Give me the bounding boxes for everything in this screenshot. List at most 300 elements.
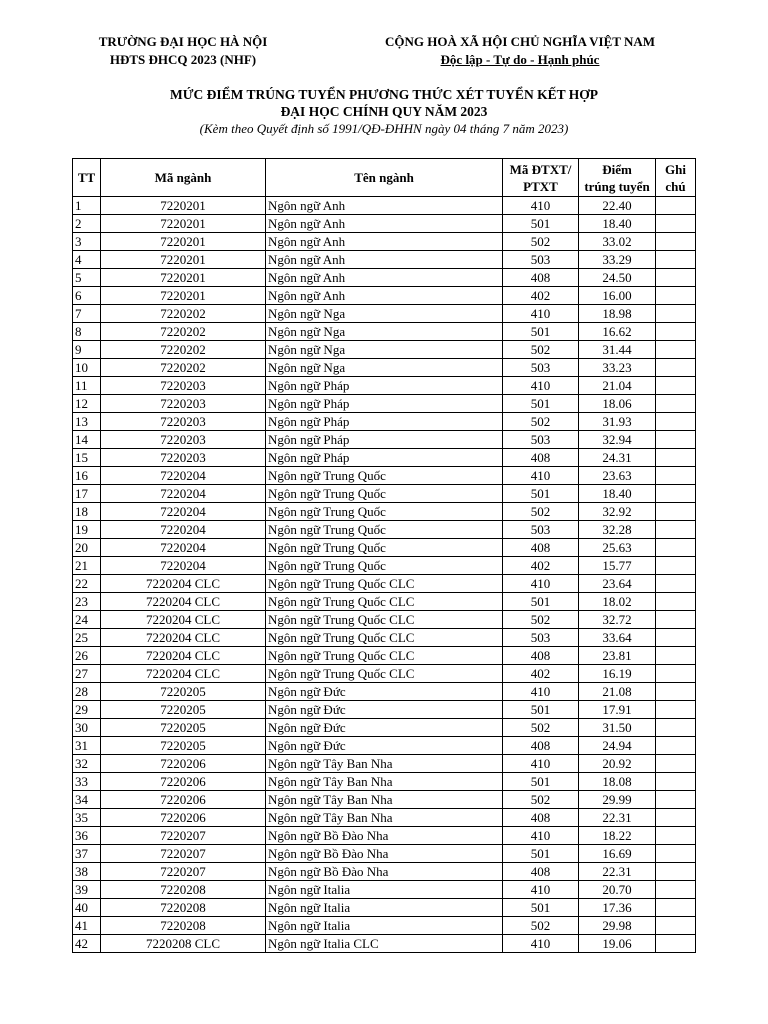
row-ten-nganh: Ngôn ngữ Trung Quốc [266,485,503,503]
row-ma-dtxt: 501 [503,323,579,341]
header-diem [579,159,656,197]
header-ma-dtxt-line1: Mã ĐTXT/ [509,161,572,177]
row-ghi-chu [656,827,696,845]
row-ma-nganh: 7220206 [101,809,266,827]
row-ma-nganh: 7220204 CLC [101,575,266,593]
row-ma-dtxt: 502 [503,233,579,251]
row-ma-nganh: 7220206 [101,791,266,809]
row-ma-dtxt: 410 [503,881,579,899]
row-ghi-chu [656,593,696,611]
row-ma-dtxt: 410 [503,197,579,215]
row-ghi-chu [656,413,696,431]
row-ma-nganh: 7220206 [101,773,266,791]
row-diem: 31.44 [579,341,656,359]
row-ten-nganh: Ngôn ngữ Anh [266,287,503,305]
row-ma-dtxt: 408 [503,647,579,665]
table-row [73,341,696,359]
row-ten-nganh: Ngôn ngữ Pháp [266,449,503,467]
row-ghi-chu [656,359,696,377]
row-ma-nganh: 7220208 [101,881,266,899]
row-ghi-chu [656,917,696,935]
row-ghi-chu [656,395,696,413]
row-ten-nganh: Ngôn ngữ Nga [266,359,503,377]
row-ghi-chu [656,755,696,773]
row-tt: 16 [73,467,101,485]
row-tt: 9 [73,341,101,359]
table-row [73,521,696,539]
document-titles [0,86,768,137]
row-tt: 3 [73,233,101,251]
row-tt: 1 [73,197,101,215]
row-ma-dtxt: 402 [503,665,579,683]
document-subtitle: ĐẠI HỌC CHÍNH QUY NĂM 2023 [280,104,488,119]
row-tt: 7 [73,305,101,323]
row-ma-nganh: 7220208 CLC [101,935,266,953]
header-ma-dtxt [503,159,579,197]
table-row [73,773,696,791]
table-row [73,647,696,665]
row-tt: 25 [73,629,101,647]
row-diem: 29.99 [579,791,656,809]
row-ten-nganh: Ngôn ngữ Trung Quốc [266,539,503,557]
row-ghi-chu [656,701,696,719]
table-row [73,575,696,593]
table-row [73,719,696,737]
row-ma-dtxt: 410 [503,305,579,323]
table-row [73,665,696,683]
row-ma-dtxt: 402 [503,287,579,305]
row-ma-nganh: 7220204 [101,539,266,557]
row-ma-nganh: 7220201 [101,233,266,251]
row-ma-nganh: 7220206 [101,755,266,773]
row-diem: 16.62 [579,323,656,341]
row-tt: 22 [73,575,101,593]
header-diem-line1: Điểm [602,161,632,177]
row-ten-nganh: Ngôn ngữ Nga [266,341,503,359]
row-diem: 22.31 [579,863,656,881]
row-ma-dtxt: 410 [503,377,579,395]
row-ma-dtxt: 408 [503,863,579,881]
table-row [73,611,696,629]
row-ghi-chu [656,305,696,323]
row-ma-nganh: 7220205 [101,737,266,755]
row-ma-dtxt: 501 [503,215,579,233]
table-row [73,323,696,341]
row-ma-dtxt: 408 [503,269,579,287]
table-row [73,863,696,881]
row-ma-dtxt: 501 [503,593,579,611]
row-tt: 19 [73,521,101,539]
row-ten-nganh: Ngôn ngữ Pháp [266,377,503,395]
row-ghi-chu [656,377,696,395]
table-row [73,359,696,377]
table-row [73,251,696,269]
row-ma-dtxt: 501 [503,899,579,917]
row-diem: 17.91 [579,701,656,719]
row-ten-nganh: Ngôn ngữ Italia [266,917,503,935]
header-ghi-line1: Ghi [665,161,686,177]
row-tt: 42 [73,935,101,953]
row-ten-nganh: Ngôn ngữ Đức [266,701,503,719]
table-row [73,503,696,521]
row-ghi-chu [656,341,696,359]
row-diem: 18.40 [579,485,656,503]
row-ten-nganh: Ngôn ngữ Nga [266,305,503,323]
row-diem: 32.28 [579,521,656,539]
row-ma-nganh: 7220203 [101,413,266,431]
row-ma-nganh: 7220203 [101,377,266,395]
table-row [73,539,696,557]
row-diem: 25.63 [579,539,656,557]
row-ma-dtxt: 502 [503,791,579,809]
table-row [73,485,696,503]
row-ma-dtxt: 410 [503,755,579,773]
row-tt: 37 [73,845,101,863]
row-diem: 21.08 [579,683,656,701]
row-ghi-chu [656,647,696,665]
table-row [73,845,696,863]
table-row [73,449,696,467]
row-ghi-chu [656,251,696,269]
row-ma-nganh: 7220202 [101,341,266,359]
row-ma-nganh: 7220208 [101,899,266,917]
row-ma-dtxt: 501 [503,701,579,719]
row-diem: 32.94 [579,431,656,449]
row-ten-nganh: Ngôn ngữ Pháp [266,431,503,449]
row-ma-nganh: 7220201 [101,269,266,287]
row-diem: 15.77 [579,557,656,575]
row-ghi-chu [656,323,696,341]
row-ma-nganh: 7220207 [101,827,266,845]
table-row [73,809,696,827]
row-ma-nganh: 7220202 [101,359,266,377]
row-diem: 23.63 [579,467,656,485]
row-diem: 20.70 [579,881,656,899]
row-ten-nganh: Ngôn ngữ Anh [266,233,503,251]
row-ten-nganh: Ngôn ngữ Nga [266,323,503,341]
row-ten-nganh: Ngôn ngữ Đức [266,719,503,737]
row-tt: 40 [73,899,101,917]
row-ma-dtxt: 503 [503,629,579,647]
row-ma-dtxt: 410 [503,935,579,953]
table-row [73,881,696,899]
row-diem: 22.31 [579,809,656,827]
row-tt: 10 [73,359,101,377]
row-ghi-chu [656,611,696,629]
row-ma-dtxt: 502 [503,341,579,359]
row-ma-nganh: 7220204 CLC [101,611,266,629]
row-ghi-chu [656,485,696,503]
row-ma-dtxt: 501 [503,845,579,863]
row-tt: 13 [73,413,101,431]
row-tt: 21 [73,557,101,575]
row-ma-dtxt: 502 [503,917,579,935]
table-row [73,755,696,773]
row-ten-nganh: Ngôn ngữ Anh [266,269,503,287]
row-ghi-chu [656,521,696,539]
row-diem: 32.92 [579,503,656,521]
row-ma-nganh: 7220205 [101,719,266,737]
row-ma-nganh: 7220204 CLC [101,629,266,647]
national-title: CỘNG HOÀ XÃ HỘI CHỦ NGHĨA VIỆT NAM [384,34,656,49]
row-ghi-chu [656,665,696,683]
row-ma-nganh: 7220207 [101,845,266,863]
row-diem: 31.50 [579,719,656,737]
row-ma-dtxt: 408 [503,737,579,755]
row-tt: 41 [73,917,101,935]
row-diem: 32.72 [579,611,656,629]
row-ghi-chu [656,899,696,917]
row-ghi-chu [656,431,696,449]
row-diem: 18.02 [579,593,656,611]
row-ma-nganh: 7220201 [101,215,266,233]
row-ten-nganh: Ngôn ngữ Trung Quốc CLC [266,647,503,665]
row-tt: 12 [73,395,101,413]
table-row [73,899,696,917]
row-ten-nganh: Ngôn ngữ Anh [266,197,503,215]
header-ghi-line2: chú [665,178,686,194]
row-ma-nganh: 7220201 [101,251,266,269]
row-diem: 24.31 [579,449,656,467]
row-tt: 36 [73,827,101,845]
row-ten-nganh: Ngôn ngữ Bồ Đào Nha [266,863,503,881]
table-row [73,413,696,431]
table-row [73,737,696,755]
row-ghi-chu [656,683,696,701]
row-ma-dtxt: 410 [503,467,579,485]
row-ghi-chu [656,539,696,557]
row-ghi-chu [656,881,696,899]
row-ma-nganh: 7220204 CLC [101,665,266,683]
row-ghi-chu [656,809,696,827]
national-header [300,33,740,69]
table-row [73,827,696,845]
row-ten-nganh: Ngôn ngữ Trung Quốc [266,503,503,521]
table-row [73,431,696,449]
row-ma-dtxt: 402 [503,557,579,575]
row-ghi-chu [656,791,696,809]
row-tt: 14 [73,431,101,449]
row-diem: 17.36 [579,899,656,917]
table-row [73,593,696,611]
row-tt: 28 [73,683,101,701]
row-diem: 18.98 [579,305,656,323]
row-tt: 35 [73,809,101,827]
row-ten-nganh: Ngôn ngữ Pháp [266,395,503,413]
row-ma-dtxt: 502 [503,503,579,521]
row-ma-dtxt: 408 [503,809,579,827]
university-name: TRƯỜNG ĐẠI HỌC HÀ NỘI [98,34,268,49]
row-tt: 24 [73,611,101,629]
row-ghi-chu [656,287,696,305]
table-row [73,269,696,287]
row-ma-nganh: 7220202 [101,323,266,341]
row-ten-nganh: Ngôn ngữ Đức [266,737,503,755]
row-ten-nganh: Ngôn ngữ Trung Quốc CLC [266,611,503,629]
row-ghi-chu [656,557,696,575]
row-ghi-chu [656,737,696,755]
row-ten-nganh: Ngôn ngữ Italia [266,881,503,899]
row-diem: 18.22 [579,827,656,845]
row-ma-nganh: 7220204 [101,557,266,575]
row-ghi-chu [656,197,696,215]
header-ma-nganh: Mã ngành [101,159,266,197]
row-ghi-chu [656,233,696,251]
table-row [73,935,696,953]
table-row [73,197,696,215]
table-row [73,701,696,719]
row-tt: 15 [73,449,101,467]
row-ten-nganh: Ngôn ngữ Italia [266,899,503,917]
row-ma-nganh: 7220205 [101,683,266,701]
row-ten-nganh: Ngôn ngữ Trung Quốc CLC [266,575,503,593]
table-row [73,557,696,575]
row-ma-dtxt: 502 [503,719,579,737]
row-ma-dtxt: 503 [503,521,579,539]
row-tt: 4 [73,251,101,269]
national-motto: Độc lập - Tự do - Hạnh phúc [440,52,600,67]
table-row [73,467,696,485]
row-diem: 29.98 [579,917,656,935]
row-diem: 23.64 [579,575,656,593]
row-diem: 16.19 [579,665,656,683]
row-ma-dtxt: 410 [503,683,579,701]
row-tt: 20 [73,539,101,557]
row-ma-dtxt: 503 [503,431,579,449]
row-diem: 33.64 [579,629,656,647]
row-ghi-chu [656,863,696,881]
row-tt: 23 [73,593,101,611]
row-tt: 29 [73,701,101,719]
row-ma-nganh: 7220207 [101,863,266,881]
table-row [73,233,696,251]
header-ma-dtxt-line2: PTXT [523,178,558,194]
row-tt: 34 [73,791,101,809]
row-diem: 23.81 [579,647,656,665]
row-ghi-chu [656,773,696,791]
row-ten-nganh: Ngôn ngữ Đức [266,683,503,701]
row-ma-nganh: 7220205 [101,701,266,719]
row-tt: 18 [73,503,101,521]
row-ghi-chu [656,503,696,521]
row-ghi-chu [656,845,696,863]
row-ghi-chu [656,629,696,647]
table-row [73,305,696,323]
row-diem: 33.29 [579,251,656,269]
row-ma-nganh: 7220204 [101,521,266,539]
row-tt: 27 [73,665,101,683]
header-ghi-chu [656,159,696,197]
row-diem: 24.50 [579,269,656,287]
row-ten-nganh: Ngôn ngữ Trung Quốc CLC [266,665,503,683]
row-ten-nganh: Ngôn ngữ Bồ Đào Nha [266,845,503,863]
row-ten-nganh: Ngôn ngữ Tây Ban Nha [266,773,503,791]
row-tt: 31 [73,737,101,755]
row-ten-nganh: Ngôn ngữ Tây Ban Nha [266,809,503,827]
header-tt: TT [73,159,101,197]
row-tt: 39 [73,881,101,899]
row-tt: 33 [73,773,101,791]
row-diem: 24.94 [579,737,656,755]
row-tt: 6 [73,287,101,305]
row-diem: 19.06 [579,935,656,953]
row-ghi-chu [656,269,696,287]
row-tt: 26 [73,647,101,665]
row-ghi-chu [656,449,696,467]
row-ma-dtxt: 410 [503,827,579,845]
row-diem: 33.23 [579,359,656,377]
row-ma-dtxt: 503 [503,251,579,269]
header-diem-line2: trúng tuyển [584,178,650,194]
table-row [73,791,696,809]
table-row [73,683,696,701]
row-diem: 18.06 [579,395,656,413]
row-ma-nganh: 7220202 [101,305,266,323]
row-tt: 38 [73,863,101,881]
table-row [73,287,696,305]
row-ten-nganh: Ngôn ngữ Bồ Đào Nha [266,827,503,845]
row-ma-nganh: 7220204 CLC [101,647,266,665]
row-ten-nganh: Ngôn ngữ Anh [266,251,503,269]
row-ghi-chu [656,935,696,953]
row-ten-nganh: Ngôn ngữ Trung Quốc [266,521,503,539]
row-ma-dtxt: 502 [503,413,579,431]
row-tt: 32 [73,755,101,773]
table-row [73,215,696,233]
row-ghi-chu [656,215,696,233]
row-diem: 20.92 [579,755,656,773]
row-diem: 16.69 [579,845,656,863]
row-ma-nganh: 7220204 [101,467,266,485]
row-ma-dtxt: 501 [503,773,579,791]
header-ten-nganh: Tên ngành [266,159,503,197]
council-name: HĐTS ĐHCQ 2023 (NHF) [109,52,257,67]
row-diem: 31.93 [579,413,656,431]
row-ma-dtxt: 502 [503,611,579,629]
row-ghi-chu [656,719,696,737]
row-ma-nganh: 7220204 CLC [101,593,266,611]
row-tt: 11 [73,377,101,395]
row-ma-dtxt: 501 [503,485,579,503]
row-diem: 16.00 [579,287,656,305]
row-ma-nganh: 7220203 [101,395,266,413]
row-ma-dtxt: 410 [503,575,579,593]
table-header-row [73,159,696,197]
row-diem: 18.08 [579,773,656,791]
row-tt: 2 [73,215,101,233]
row-diem: 22.40 [579,197,656,215]
row-ten-nganh: Ngôn ngữ Trung Quốc CLC [266,629,503,647]
table-body [73,197,696,953]
row-diem: 18.40 [579,215,656,233]
row-ten-nganh: Ngôn ngữ Anh [266,215,503,233]
document-reference: (Kèm theo Quyết định số 1991/QĐ-ĐHHN ngày 04 tháng 7 năm 2023) [199,121,569,136]
row-tt: 8 [73,323,101,341]
row-ma-dtxt: 408 [503,449,579,467]
table-row [73,377,696,395]
table-row [73,917,696,935]
row-ma-nganh: 7220201 [101,197,266,215]
row-ma-dtxt: 503 [503,359,579,377]
row-tt: 30 [73,719,101,737]
row-ma-dtxt: 408 [503,539,579,557]
row-ma-nganh: 7220208 [101,917,266,935]
row-ghi-chu [656,575,696,593]
row-ma-nganh: 7220203 [101,431,266,449]
row-ma-nganh: 7220204 [101,485,266,503]
table-row [73,395,696,413]
row-ghi-chu [656,467,696,485]
